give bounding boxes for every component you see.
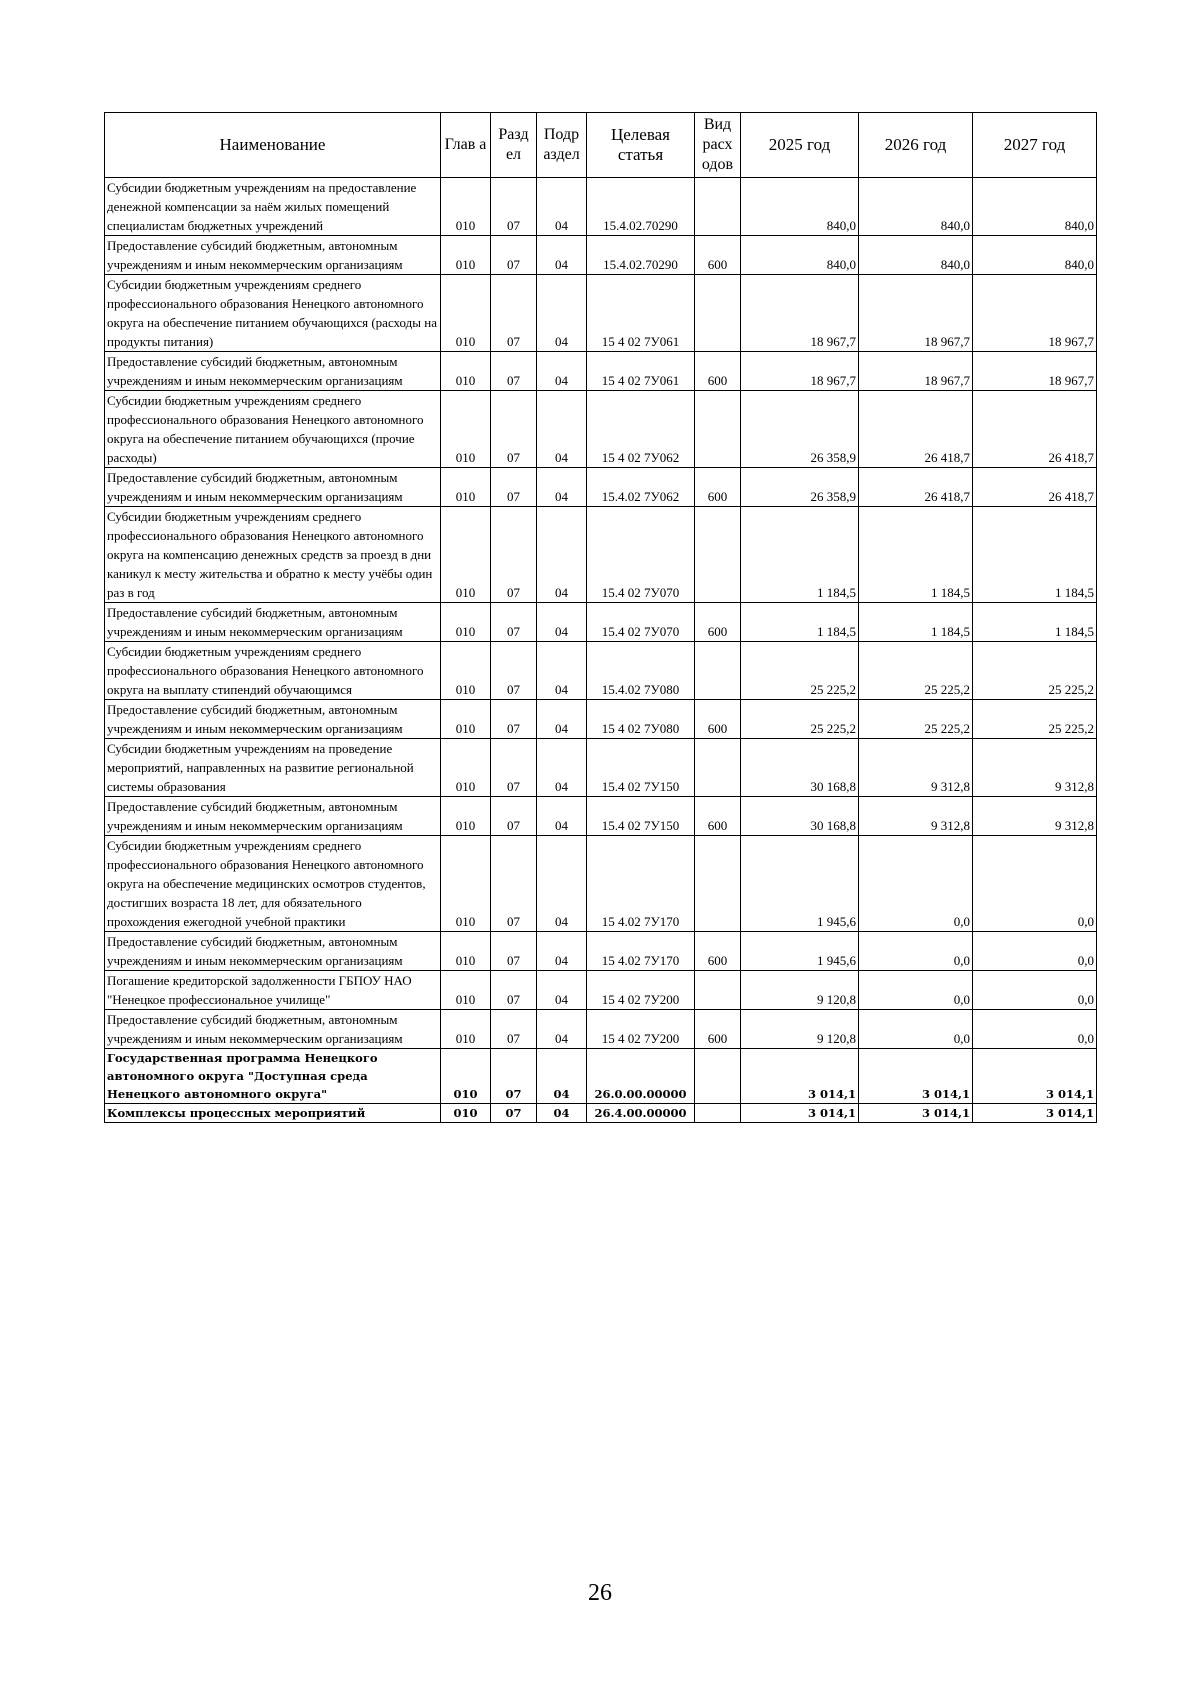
row-razdel: 07 bbox=[491, 797, 537, 836]
row-amount-2026: 26 418,7 bbox=[859, 391, 973, 468]
row-vid-rashodov bbox=[695, 1049, 741, 1104]
row-name: Предоставление субсидий бюджетным, автономным учреждениям и иным некоммерческим организациям bbox=[105, 700, 441, 739]
header-glava: Глав а bbox=[441, 113, 491, 178]
row-celevaya-statya: 15.4.02 7У062 bbox=[587, 468, 695, 507]
page-number: 26 bbox=[588, 1580, 612, 1606]
row-name: Комплексы процессных мероприятий bbox=[105, 1104, 441, 1123]
row-celevaya-statya: 15.4 02 7У150 bbox=[587, 797, 695, 836]
row-vid-rashodov bbox=[695, 971, 741, 1010]
row-amount-2026: 0,0 bbox=[859, 836, 973, 932]
table-row bbox=[105, 178, 1097, 236]
table-row bbox=[105, 642, 1097, 700]
row-name: Субсидии бюджетным учреждениям среднего профессионального образования Ненецкого автономного округа на обеспечение питанием обучающихся (расходы на продукты питания) bbox=[105, 275, 441, 352]
row-name: Предоставление субсидий бюджетным, автономным учреждениям и иным некоммерческим организациям bbox=[105, 352, 441, 391]
row-podrazdel: 04 bbox=[537, 352, 587, 391]
row-amount-2026: 9 312,8 bbox=[859, 797, 973, 836]
table-header-row bbox=[105, 113, 1097, 178]
row-vid-rashodov: 600 bbox=[695, 236, 741, 275]
row-celevaya-statya: 15.4.02 7У080 bbox=[587, 642, 695, 700]
row-amount-2027: 18 967,7 bbox=[973, 352, 1097, 391]
row-vid-rashodov bbox=[695, 836, 741, 932]
row-glava: 010 bbox=[441, 178, 491, 236]
row-amount-2025: 25 225,2 bbox=[741, 700, 859, 739]
row-podrazdel: 04 bbox=[537, 178, 587, 236]
row-name: Предоставление субсидий бюджетным, автономным учреждениям и иным некоммерческим организациям bbox=[105, 1010, 441, 1049]
row-razdel: 07 bbox=[491, 352, 537, 391]
header-name: Наименование bbox=[105, 113, 441, 178]
row-amount-2025: 25 225,2 bbox=[741, 642, 859, 700]
row-razdel: 07 bbox=[491, 1010, 537, 1049]
header-2026: 2026 год bbox=[859, 113, 973, 178]
row-amount-2025: 26 358,9 bbox=[741, 468, 859, 507]
table-row bbox=[105, 507, 1097, 603]
row-glava: 010 bbox=[441, 603, 491, 642]
row-name: Предоставление субсидий бюджетным, автономным учреждениям и иным некоммерческим организациям bbox=[105, 468, 441, 507]
row-amount-2025: 18 967,7 bbox=[741, 275, 859, 352]
row-amount-2027: 3 014,1 bbox=[973, 1049, 1097, 1104]
row-amount-2026: 18 967,7 bbox=[859, 275, 973, 352]
table-row bbox=[105, 700, 1097, 739]
header-2025: 2025 год bbox=[741, 113, 859, 178]
row-name: Предоставление субсидий бюджетным, автономным учреждениям и иным некоммерческим организациям bbox=[105, 932, 441, 971]
budget-table bbox=[104, 112, 1097, 1123]
row-podrazdel: 04 bbox=[537, 391, 587, 468]
row-glava: 010 bbox=[441, 507, 491, 603]
table-row bbox=[105, 275, 1097, 352]
row-celevaya-statya: 15 4 02 7У200 bbox=[587, 1010, 695, 1049]
row-amount-2026: 25 225,2 bbox=[859, 700, 973, 739]
row-celevaya-statya: 15 4 02 7У200 bbox=[587, 971, 695, 1010]
row-amount-2025: 9 120,8 bbox=[741, 1010, 859, 1049]
row-amount-2026: 26 418,7 bbox=[859, 468, 973, 507]
row-celevaya-statya: 15 4 02 7У080 bbox=[587, 700, 695, 739]
row-celevaya-statya: 15 4.02 7У170 bbox=[587, 836, 695, 932]
row-celevaya-statya: 15 4 02 7У062 bbox=[587, 391, 695, 468]
row-glava: 010 bbox=[441, 932, 491, 971]
row-razdel: 07 bbox=[491, 642, 537, 700]
row-podrazdel: 04 bbox=[537, 971, 587, 1010]
table-body bbox=[105, 178, 1097, 1123]
table-row bbox=[105, 1104, 1097, 1123]
row-razdel: 07 bbox=[491, 275, 537, 352]
table-row bbox=[105, 352, 1097, 391]
row-amount-2027: 0,0 bbox=[973, 932, 1097, 971]
row-amount-2026: 0,0 bbox=[859, 932, 973, 971]
row-glava: 010 bbox=[441, 797, 491, 836]
table-row bbox=[105, 1010, 1097, 1049]
row-glava: 010 bbox=[441, 236, 491, 275]
row-amount-2027: 0,0 bbox=[973, 1010, 1097, 1049]
row-vid-rashodov bbox=[695, 739, 741, 797]
row-glava: 010 bbox=[441, 275, 491, 352]
row-glava: 010 bbox=[441, 1104, 491, 1123]
header-celevaya-statya: Целевая статья bbox=[587, 113, 695, 178]
row-vid-rashodov bbox=[695, 1104, 741, 1123]
row-celevaya-statya: 15.4 02 7У070 bbox=[587, 603, 695, 642]
row-glava: 010 bbox=[441, 391, 491, 468]
header-vid-rashodov: Вид расх одов bbox=[695, 113, 741, 178]
row-amount-2025: 1 184,5 bbox=[741, 603, 859, 642]
row-podrazdel: 04 bbox=[537, 700, 587, 739]
header-razdel: Разд ел bbox=[491, 113, 537, 178]
row-razdel: 07 bbox=[491, 178, 537, 236]
row-glava: 010 bbox=[441, 352, 491, 391]
row-amount-2025: 3 014,1 bbox=[741, 1104, 859, 1123]
row-amount-2025: 840,0 bbox=[741, 236, 859, 275]
row-vid-rashodov bbox=[695, 642, 741, 700]
row-amount-2026: 840,0 bbox=[859, 178, 973, 236]
row-celevaya-statya: 15 4.02 7У170 bbox=[587, 932, 695, 971]
row-amount-2025: 18 967,7 bbox=[741, 352, 859, 391]
row-name: Субсидии бюджетным учреждениям среднего профессионального образования Ненецкого автономного округа на обеспечение медицинских осмотров студентов, достигших возраста 18 лет, для обязательного прохождения ежегодной учебной практики bbox=[105, 836, 441, 932]
row-amount-2027: 9 312,8 bbox=[973, 797, 1097, 836]
row-name: Субсидии бюджетным учреждениям среднего профессионального образования Ненецкого автономного округа на обеспечение питанием обучающихся (прочие расходы) bbox=[105, 391, 441, 468]
row-amount-2026: 0,0 bbox=[859, 971, 973, 1010]
row-amount-2026: 1 184,5 bbox=[859, 603, 973, 642]
row-amount-2025: 840,0 bbox=[741, 178, 859, 236]
row-celevaya-statya: 15.4.02.70290 bbox=[587, 236, 695, 275]
row-vid-rashodov: 600 bbox=[695, 797, 741, 836]
row-amount-2027: 1 184,5 bbox=[973, 507, 1097, 603]
row-amount-2026: 3 014,1 bbox=[859, 1049, 973, 1104]
row-name: Субсидии бюджетным учреждениям на проведение мероприятий, направленных на развитие региональной системы образования bbox=[105, 739, 441, 797]
row-amount-2026: 840,0 bbox=[859, 236, 973, 275]
row-glava: 010 bbox=[441, 700, 491, 739]
row-amount-2027: 0,0 bbox=[973, 971, 1097, 1010]
row-glava: 010 bbox=[441, 971, 491, 1010]
table-row bbox=[105, 739, 1097, 797]
row-celevaya-statya: 15 4 02 7У061 bbox=[587, 352, 695, 391]
row-name: Государственная программа Ненецкого автономного округа "Доступная среда Ненецкого автономного округа" bbox=[105, 1049, 441, 1104]
row-vid-rashodov bbox=[695, 275, 741, 352]
row-celevaya-statya: 15.4.02.70290 bbox=[587, 178, 695, 236]
row-amount-2026: 18 967,7 bbox=[859, 352, 973, 391]
row-vid-rashodov bbox=[695, 178, 741, 236]
table-row bbox=[105, 603, 1097, 642]
row-razdel: 07 bbox=[491, 932, 537, 971]
row-vid-rashodov: 600 bbox=[695, 932, 741, 971]
row-amount-2027: 26 418,7 bbox=[973, 468, 1097, 507]
row-podrazdel: 04 bbox=[537, 797, 587, 836]
row-vid-rashodov: 600 bbox=[695, 1010, 741, 1049]
row-amount-2027: 840,0 bbox=[973, 236, 1097, 275]
row-amount-2025: 3 014,1 bbox=[741, 1049, 859, 1104]
row-amount-2025: 30 168,8 bbox=[741, 739, 859, 797]
row-razdel: 07 bbox=[491, 700, 537, 739]
row-name: Субсидии бюджетным учреждениям среднего профессионального образования Ненецкого автономного округа на выплату стипендий обучающимся bbox=[105, 642, 441, 700]
row-name: Субсидии бюджетным учреждениям на предоставление денежной компенсации за наём жилых помещений специалистам бюджетных учреждений bbox=[105, 178, 441, 236]
row-amount-2027: 1 184,5 bbox=[973, 603, 1097, 642]
row-amount-2025: 1 945,6 bbox=[741, 932, 859, 971]
row-name: Предоставление субсидий бюджетным, автономным учреждениям и иным некоммерческим организациям bbox=[105, 603, 441, 642]
row-amount-2025: 30 168,8 bbox=[741, 797, 859, 836]
row-amount-2026: 1 184,5 bbox=[859, 507, 973, 603]
row-podrazdel: 04 bbox=[537, 603, 587, 642]
header-podrazdel: Подр аздел bbox=[537, 113, 587, 178]
row-amount-2026: 25 225,2 bbox=[859, 642, 973, 700]
row-podrazdel: 04 bbox=[537, 1104, 587, 1123]
row-celevaya-statya: 15.4 02 7У150 bbox=[587, 739, 695, 797]
row-amount-2027: 26 418,7 bbox=[973, 391, 1097, 468]
row-razdel: 07 bbox=[491, 507, 537, 603]
row-celevaya-statya: 15 4 02 7У061 bbox=[587, 275, 695, 352]
row-podrazdel: 04 bbox=[537, 836, 587, 932]
row-vid-rashodov: 600 bbox=[695, 468, 741, 507]
row-amount-2026: 0,0 bbox=[859, 1010, 973, 1049]
row-glava: 010 bbox=[441, 468, 491, 507]
row-name: Предоставление субсидий бюджетным, автономным учреждениям и иным некоммерческим организациям bbox=[105, 236, 441, 275]
row-podrazdel: 04 bbox=[537, 642, 587, 700]
row-razdel: 07 bbox=[491, 468, 537, 507]
row-razdel: 07 bbox=[491, 391, 537, 468]
row-razdel: 07 bbox=[491, 1049, 537, 1104]
table-row bbox=[105, 468, 1097, 507]
table-row bbox=[105, 836, 1097, 932]
row-name: Предоставление субсидий бюджетным, автономным учреждениям и иным некоммерческим организациям bbox=[105, 797, 441, 836]
row-podrazdel: 04 bbox=[537, 739, 587, 797]
row-glava: 010 bbox=[441, 836, 491, 932]
row-amount-2027: 3 014,1 bbox=[973, 1104, 1097, 1123]
row-podrazdel: 04 bbox=[537, 932, 587, 971]
table-row bbox=[105, 236, 1097, 275]
row-amount-2026: 3 014,1 bbox=[859, 1104, 973, 1123]
header-2027: 2027 год bbox=[973, 113, 1097, 178]
table-row bbox=[105, 797, 1097, 836]
row-amount-2027: 9 312,8 bbox=[973, 739, 1097, 797]
table-row bbox=[105, 1049, 1097, 1104]
row-celevaya-statya: 26.0.00.00000 bbox=[587, 1049, 695, 1104]
row-podrazdel: 04 bbox=[537, 507, 587, 603]
row-podrazdel: 04 bbox=[537, 1010, 587, 1049]
row-glava: 010 bbox=[441, 1010, 491, 1049]
row-podrazdel: 04 bbox=[537, 468, 587, 507]
table-row bbox=[105, 391, 1097, 468]
row-amount-2027: 25 225,2 bbox=[973, 642, 1097, 700]
table-row bbox=[105, 971, 1097, 1010]
row-name: Субсидии бюджетным учреждениям среднего профессионального образования Ненецкого автономного округа на компенсацию денежных средств за проезд в дни каникул к месту жительства и обратно к месту учёбы один раз в год bbox=[105, 507, 441, 603]
row-name: Погашение кредиторской задолженности ГБПОУ НАО "Ненецкое профессиональное училище" bbox=[105, 971, 441, 1010]
table-row bbox=[105, 932, 1097, 971]
row-vid-rashodov: 600 bbox=[695, 352, 741, 391]
row-podrazdel: 04 bbox=[537, 236, 587, 275]
row-amount-2027: 0,0 bbox=[973, 836, 1097, 932]
row-glava: 010 bbox=[441, 739, 491, 797]
row-amount-2027: 25 225,2 bbox=[973, 700, 1097, 739]
row-razdel: 07 bbox=[491, 603, 537, 642]
row-podrazdel: 04 bbox=[537, 275, 587, 352]
row-glava: 010 bbox=[441, 642, 491, 700]
row-amount-2025: 1 184,5 bbox=[741, 507, 859, 603]
row-vid-rashodov: 600 bbox=[695, 603, 741, 642]
row-razdel: 07 bbox=[491, 1104, 537, 1123]
row-glava: 010 bbox=[441, 1049, 491, 1104]
row-razdel: 07 bbox=[491, 971, 537, 1010]
row-amount-2025: 26 358,9 bbox=[741, 391, 859, 468]
row-amount-2026: 9 312,8 bbox=[859, 739, 973, 797]
row-razdel: 07 bbox=[491, 836, 537, 932]
row-celevaya-statya: 15.4 02 7У070 bbox=[587, 507, 695, 603]
row-vid-rashodov bbox=[695, 391, 741, 468]
row-podrazdel: 04 bbox=[537, 1049, 587, 1104]
row-amount-2027: 18 967,7 bbox=[973, 275, 1097, 352]
row-vid-rashodov: 600 bbox=[695, 700, 741, 739]
row-amount-2025: 9 120,8 bbox=[741, 971, 859, 1010]
row-razdel: 07 bbox=[491, 739, 537, 797]
row-vid-rashodov bbox=[695, 507, 741, 603]
row-amount-2025: 1 945,6 bbox=[741, 836, 859, 932]
row-amount-2027: 840,0 bbox=[973, 178, 1097, 236]
row-razdel: 07 bbox=[491, 236, 537, 275]
row-celevaya-statya: 26.4.00.00000 bbox=[587, 1104, 695, 1123]
